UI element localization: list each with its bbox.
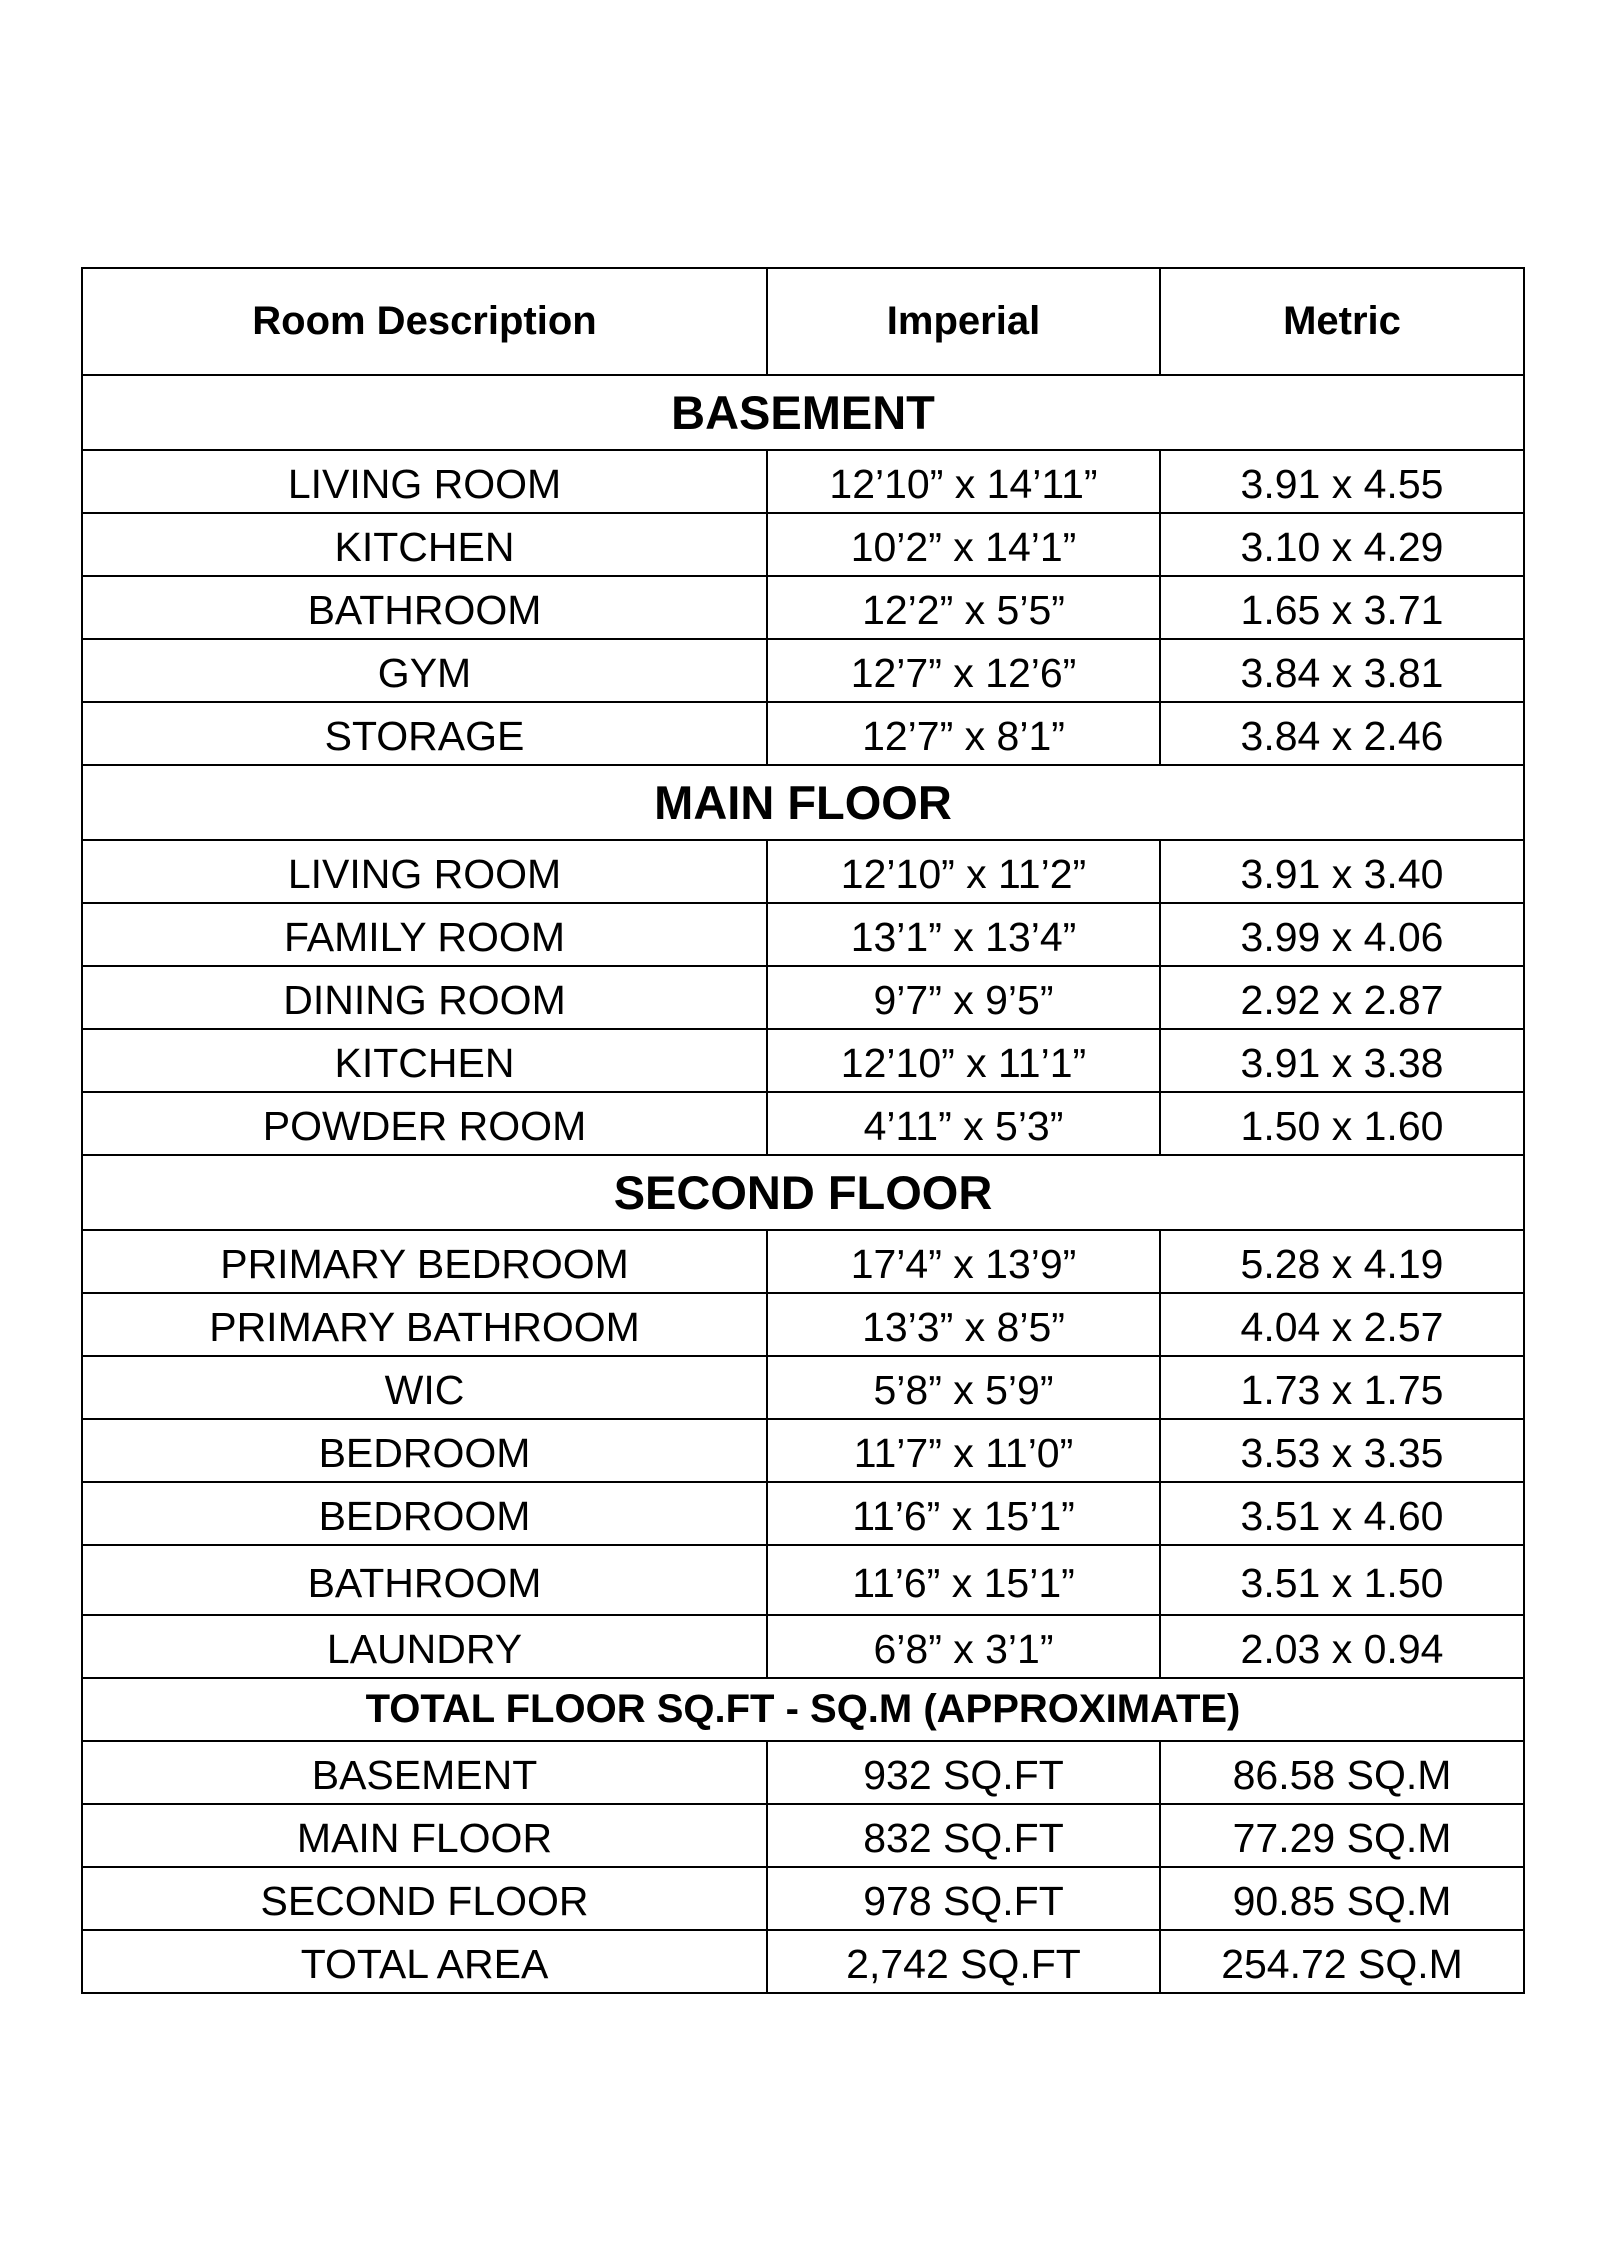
room-name: PRIMARY BEDROOM bbox=[82, 1230, 767, 1293]
room-name: BEDROOM bbox=[82, 1482, 767, 1545]
room-name: LAUNDRY bbox=[82, 1615, 767, 1678]
imperial-value: 12’7” x 12’6” bbox=[767, 639, 1160, 702]
metric-value: 3.91 x 4.55 bbox=[1160, 450, 1524, 513]
room-name: FAMILY ROOM bbox=[82, 903, 767, 966]
table-row bbox=[82, 639, 1524, 702]
metric-value: 3.53 x 3.35 bbox=[1160, 1419, 1524, 1482]
table-row bbox=[82, 1867, 1524, 1930]
metric-value: 1.65 x 3.71 bbox=[1160, 576, 1524, 639]
table-row bbox=[82, 450, 1524, 513]
section-title: MAIN FLOOR bbox=[82, 765, 1524, 840]
table-row bbox=[82, 1092, 1524, 1155]
sqft-value: 978 SQ.FT bbox=[767, 1867, 1160, 1930]
imperial-value: 6’8” x 3’1” bbox=[767, 1615, 1160, 1678]
header-imperial: Imperial bbox=[767, 268, 1160, 375]
metric-value: 5.28 x 4.19 bbox=[1160, 1230, 1524, 1293]
imperial-value: 12’2” x 5’5” bbox=[767, 576, 1160, 639]
metric-value: 3.84 x 2.46 bbox=[1160, 702, 1524, 765]
table-row bbox=[82, 1804, 1524, 1867]
room-name: GYM bbox=[82, 639, 767, 702]
imperial-value: 11’7” x 11’0” bbox=[767, 1419, 1160, 1482]
metric-value: 1.50 x 1.60 bbox=[1160, 1092, 1524, 1155]
metric-value: 3.99 x 4.06 bbox=[1160, 903, 1524, 966]
metric-value: 1.73 x 1.75 bbox=[1160, 1356, 1524, 1419]
sqm-value: 86.58 SQ.M bbox=[1160, 1741, 1524, 1804]
room-name: LIVING ROOM bbox=[82, 840, 767, 903]
imperial-value: 11’6” x 15’1” bbox=[767, 1482, 1160, 1545]
floor-name: TOTAL AREA bbox=[82, 1930, 767, 1993]
totals-title: TOTAL FLOOR SQ.FT - SQ.M (APPROXIMATE) bbox=[82, 1678, 1524, 1741]
metric-value: 3.84 x 3.81 bbox=[1160, 639, 1524, 702]
table-row bbox=[82, 1482, 1524, 1545]
table-row bbox=[82, 1293, 1524, 1356]
table-row bbox=[82, 1741, 1524, 1804]
room-name: DINING ROOM bbox=[82, 966, 767, 1029]
imperial-value: 5’8” x 5’9” bbox=[767, 1356, 1160, 1419]
metric-value: 3.91 x 3.40 bbox=[1160, 840, 1524, 903]
section-heading-second-floor bbox=[82, 1155, 1524, 1230]
metric-value: 2.03 x 0.94 bbox=[1160, 1615, 1524, 1678]
sqm-value: 254.72 SQ.M bbox=[1160, 1930, 1524, 1993]
section-title: BASEMENT bbox=[82, 375, 1524, 450]
imperial-value: 10’2” x 14’1” bbox=[767, 513, 1160, 576]
metric-value: 3.91 x 3.38 bbox=[1160, 1029, 1524, 1092]
metric-value: 3.51 x 1.50 bbox=[1160, 1545, 1524, 1615]
imperial-value: 12’7” x 8’1” bbox=[767, 702, 1160, 765]
room-name: BATHROOM bbox=[82, 1545, 767, 1615]
sqm-value: 90.85 SQ.M bbox=[1160, 1867, 1524, 1930]
imperial-value: 12’10” x 14’11” bbox=[767, 450, 1160, 513]
room-name: LIVING ROOM bbox=[82, 450, 767, 513]
metric-value: 3.10 x 4.29 bbox=[1160, 513, 1524, 576]
table-row bbox=[82, 1230, 1524, 1293]
table-row bbox=[82, 576, 1524, 639]
imperial-value: 12’10” x 11’2” bbox=[767, 840, 1160, 903]
table-row bbox=[82, 513, 1524, 576]
table-row bbox=[82, 1029, 1524, 1092]
floor-name: MAIN FLOOR bbox=[82, 1804, 767, 1867]
room-name: WIC bbox=[82, 1356, 767, 1419]
section-title: SECOND FLOOR bbox=[82, 1155, 1524, 1230]
sqft-value: 832 SQ.FT bbox=[767, 1804, 1160, 1867]
imperial-value: 9’7” x 9’5” bbox=[767, 966, 1160, 1029]
metric-value: 2.92 x 2.87 bbox=[1160, 966, 1524, 1029]
imperial-value: 13’3” x 8’5” bbox=[767, 1293, 1160, 1356]
floor-name: BASEMENT bbox=[82, 1741, 767, 1804]
imperial-value: 13’1” x 13’4” bbox=[767, 903, 1160, 966]
table-row bbox=[82, 1930, 1524, 1993]
room-name: POWDER ROOM bbox=[82, 1092, 767, 1155]
imperial-value: 4’11” x 5’3” bbox=[767, 1092, 1160, 1155]
imperial-value: 17’4” x 13’9” bbox=[767, 1230, 1160, 1293]
section-heading-totals bbox=[82, 1678, 1524, 1741]
room-name: KITCHEN bbox=[82, 1029, 767, 1092]
table-header-row bbox=[82, 268, 1524, 375]
room-name: BATHROOM bbox=[82, 576, 767, 639]
table-row bbox=[82, 840, 1524, 903]
section-heading-basement bbox=[82, 375, 1524, 450]
floor-name: SECOND FLOOR bbox=[82, 1867, 767, 1930]
imperial-value: 11’6” x 15’1” bbox=[767, 1545, 1160, 1615]
room-dimensions-table bbox=[81, 267, 1525, 1994]
room-name: BEDROOM bbox=[82, 1419, 767, 1482]
metric-value: 4.04 x 2.57 bbox=[1160, 1293, 1524, 1356]
room-name: PRIMARY BATHROOM bbox=[82, 1293, 767, 1356]
room-name: STORAGE bbox=[82, 702, 767, 765]
table-row bbox=[82, 1356, 1524, 1419]
sqm-value: 77.29 SQ.M bbox=[1160, 1804, 1524, 1867]
table-row bbox=[82, 702, 1524, 765]
table-row bbox=[82, 1615, 1524, 1678]
header-room-description: Room Description bbox=[82, 268, 767, 375]
table-row bbox=[82, 1419, 1524, 1482]
room-name: KITCHEN bbox=[82, 513, 767, 576]
sqft-value: 932 SQ.FT bbox=[767, 1741, 1160, 1804]
sqft-value: 2,742 SQ.FT bbox=[767, 1930, 1160, 1993]
table-row bbox=[82, 903, 1524, 966]
section-heading-main-floor bbox=[82, 765, 1524, 840]
table-row bbox=[82, 1545, 1524, 1615]
metric-value: 3.51 x 4.60 bbox=[1160, 1482, 1524, 1545]
imperial-value: 12’10” x 11’1” bbox=[767, 1029, 1160, 1092]
header-metric: Metric bbox=[1160, 268, 1524, 375]
table-row bbox=[82, 966, 1524, 1029]
